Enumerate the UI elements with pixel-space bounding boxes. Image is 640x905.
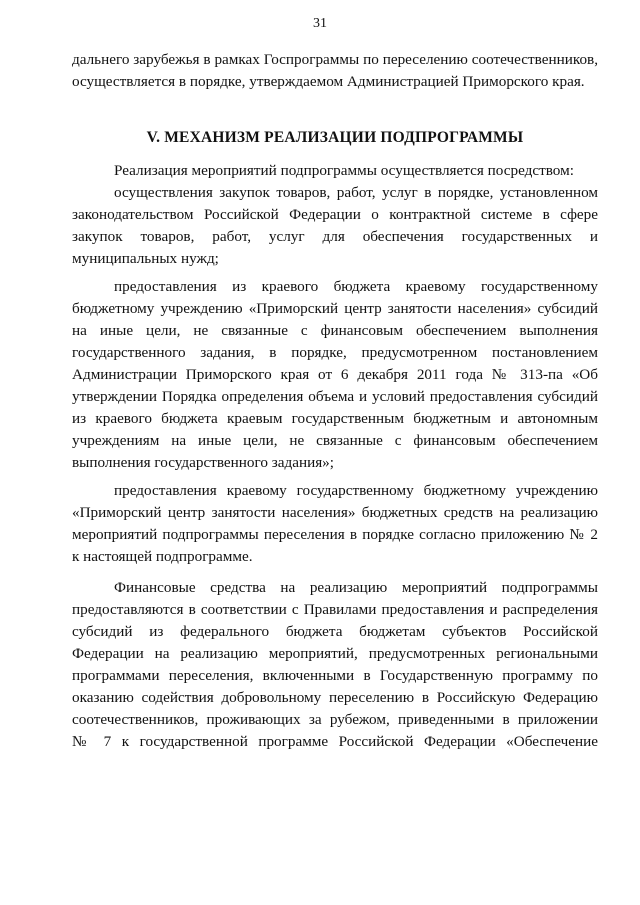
paragraph [72,276,598,474]
body-text [72,160,598,753]
text-line: утверждении Порядка определения объема и условий предоставления субсидий [72,388,598,405]
text-line: субсидий из федерального бюджета бюджетам субъектов Российской [72,623,598,640]
text-line: программами переселения, включенными в Государственную программу по [72,667,598,684]
text-line: «Приморский центр занятости населения» бюджетных средств на реализацию [72,504,598,521]
text-line: из краевого бюджета краевым государственным бюджетным и автономным [72,410,598,427]
text-line: законодательством Российской Федерации о контрактной системе в сфере [72,206,598,223]
text-line: осуществляется в порядке, утверждаемом Администрацией Приморского края. [72,73,585,90]
text-line: бюджетному учреждению «Приморский центр занятости населения» субсидий [72,300,598,317]
text-line: предоставления краевому государственному бюджетному учреждению [114,482,598,499]
paragraph [72,160,598,182]
text-line: выполнения государственного задания»; [72,454,334,471]
intro-paragraph [72,49,598,93]
text-line: закупок товаров, работ, услуг для обеспечения государственных и [72,228,598,245]
paragraph [72,182,598,270]
text-line: Федерации на реализацию мероприятий, предусмотренных региональными [72,645,598,662]
text-line: государственного задания, в порядке, предусмотренном постановлением [72,344,598,361]
paragraph [72,577,598,753]
section-heading-block [72,127,598,149]
text-line: дальнего зарубежья в рамках Госпрограммы по переселению соотечественников, [72,51,598,68]
text-line: осуществления закупок товаров, работ, услуг в порядке, установленном [114,184,598,201]
page-number: 31 [313,16,327,31]
text-line: муниципальных нужд; [72,250,219,267]
paragraph [72,480,598,568]
text-line: мероприятий подпрограммы переселения в порядке согласно приложению № 2 [72,526,598,543]
text-line: на иные цели, не связанные с финансовым обеспечением выполнения [72,322,598,339]
text-line: соотечественников, проживающих за рубежом, приведенными в приложении [72,711,598,728]
section-heading: V. МЕХАНИЗМ РЕАЛИЗАЦИИ ПОДПРОГРАММЫ [146,129,524,146]
text-line: предоставляются в соответствии с Правилами предоставления и распределения [72,601,598,618]
text-line: Финансовые средства на реализацию мероприятий подпрограммы [114,579,598,596]
text-line: Реализация мероприятий подпрограммы осуществляется посредством: [114,162,574,179]
text-line: № 7 к государственной программе Российской Федерации «Обеспечение [72,733,598,750]
text-line: Администрации Приморского края от 6 декабря 2011 года № 313-па «Об [72,366,598,383]
text-line: к настоящей подпрограмме. [72,548,253,565]
text-line: оказанию содействия добровольному переселению в Российскую Федерацию [72,689,598,706]
text-line: предоставления из краевого бюджета краевому государственному [114,278,598,295]
text-line: учреждениям на иные цели, не связанные с финансовым обеспечением [72,432,598,449]
